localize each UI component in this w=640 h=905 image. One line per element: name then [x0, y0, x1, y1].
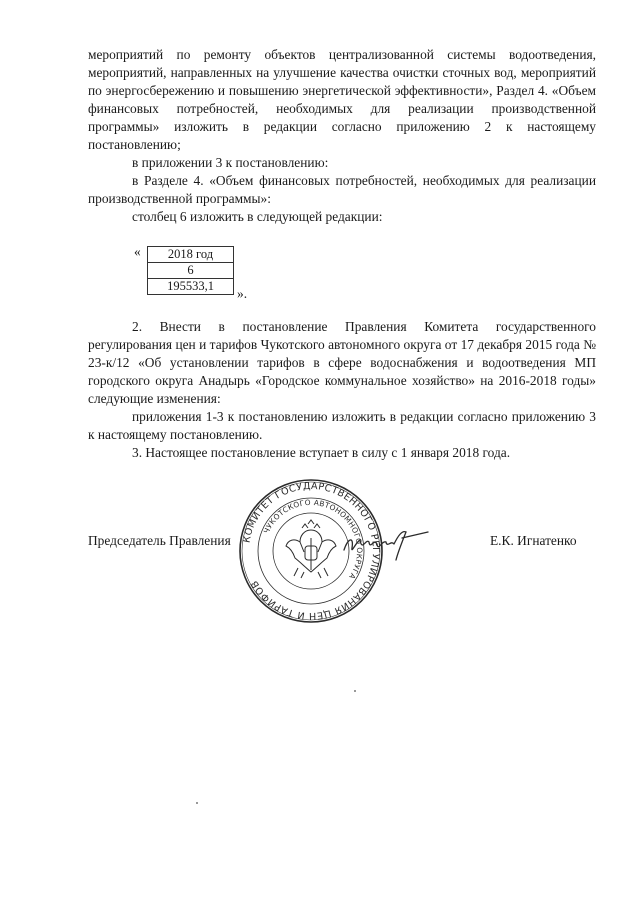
- close-quote: ».: [237, 286, 248, 301]
- signatory-name: Е.К. Игнатенко: [490, 533, 577, 548]
- paragraph-item-3: 3. Настоящее постановление вступает в силу с 1 января 2018 года.: [132, 445, 511, 460]
- table-cell-column-number: 6: [148, 263, 234, 279]
- scan-speck: [196, 802, 198, 804]
- column-6-table: [147, 246, 234, 295]
- paragraph-column-6: столбец 6 изложить в следующей редакции:: [132, 209, 383, 224]
- open-quote: «: [134, 244, 141, 259]
- paragraph-appendices-1-3: приложения 1-3 к постановлению изложить в редакции согласно приложению 3 к настоящему постановлению.: [88, 409, 596, 442]
- paragraph-appendix-3: в приложении 3 к постановлению:: [132, 155, 329, 170]
- table-row: [148, 279, 234, 295]
- seal-outer-text: КОМИТЕТ ГОСУДАРСТВЕННОГО РЕГУЛИРОВАНИЯ ЦЕН И ТАРИФОВ: [241, 480, 382, 622]
- scan-speck: [354, 690, 356, 692]
- handwritten-signature: [336, 520, 436, 566]
- signatory-title: Председатель Правления: [88, 533, 231, 548]
- paragraph-section-4: в Разделе 4. «Объем финансовых потребностей, необходимых для реализации производственной программы»:: [88, 173, 596, 206]
- table-cell-value: 195533,1: [148, 279, 234, 295]
- paragraph-intro: мероприятий по ремонту объектов централизованной системы водоотведения, мероприятий, направленных на улучшение качества очистки сточных вод, мероприятий по энергосбережению и повышению энергетической эффективности», Раздел 4. «Объем финансовых потребностей, необходимых для реализации производственной программы» изложить в редакции согласно приложению 2 к настоящему постановлению;: [88, 47, 596, 152]
- table-row: [148, 247, 234, 263]
- paragraph-item-2: 2. Внести в постановление Правления Комитета государственного регулирования цен и тарифов Чукотского автономного округа от 17 декабря 2015 года № 23-к/12 «Об установлении тарифов в сфере водоснабжения и водоотведения МП городского округа Анадырь «Городское коммунальное хозяйство» на 2016-2018 годы» следующие изменения:: [88, 319, 596, 406]
- coat-of-arms-icon: [286, 520, 336, 578]
- table-cell-year: 2018 год: [148, 247, 234, 263]
- seal-inner-text: ЧУКОТСКОГО АВТОНОМНОГО ОКРУГА: [261, 497, 365, 581]
- table-row: [148, 263, 234, 279]
